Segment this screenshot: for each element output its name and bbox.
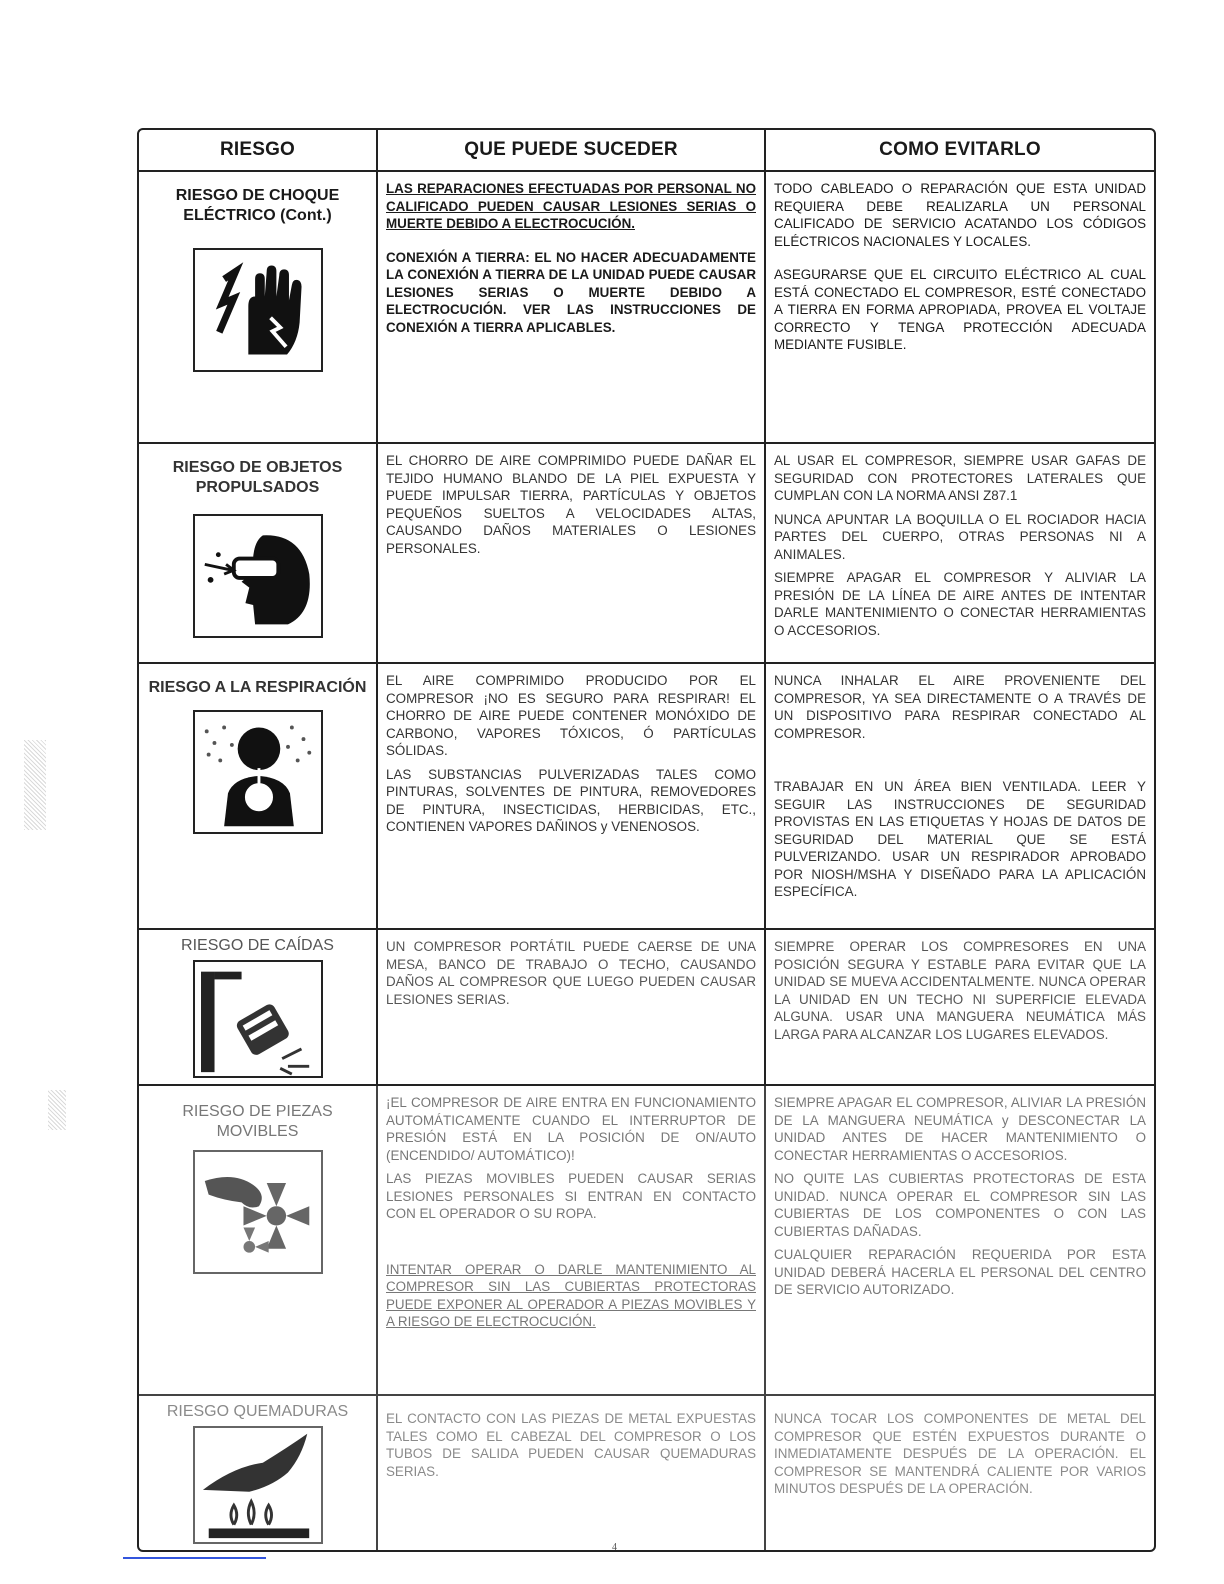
suceder-text: EL CHORRO DE AIRE COMPRIMIDO PUEDE DAÑAR EL TEJIDO HUMANO BLANDO DE LA PIEL EXPUESTA Y PUEDE IMPULSAR TIERRA, PARTÍCULAS Y OBJETOS PEQUEÑOS SUELTOS A VELOCIDADES ALTAS, CAUSANDO DAÑOS MATERIALES O LESIONES PERSONALES. [386, 453, 756, 556]
evitarlo-text: CUALQUIER REPARACIÓN REQUERIDA POR ESTA UNIDAD DEBERÁ HACERLA EL PERSONAL DEL CENTRO DE SERVICIO AUTORIZADO. [774, 1247, 1146, 1297]
risk-title: RIESGO DE OBJETOS PROPULSADOS [172, 459, 343, 496]
header-riesgo: RIESGO [139, 130, 377, 171]
header-que-puede-suceder: QUE PUEDE SUCEDER [377, 130, 765, 171]
moving-parts-icon [193, 1150, 323, 1274]
respiratory-hazard-icon [193, 710, 323, 834]
electric-shock-icon [193, 248, 323, 372]
evitarlo-text: NUNCA APUNTAR LA BOQUILLA O EL ROCIADOR HACIA PARTES DEL CUERPO, OTRAS PERSONAS NI A ANIMALES. [774, 511, 1146, 562]
safety-hazard-table [139, 130, 1154, 1550]
suceder-text: INTENTAR OPERAR O DARLE MANTENIMIENTO AL COMPRESOR SIN LAS CUBIERTAS PROTECTORAS PUEDE EXPONER AL OPERADOR A PIEZAS MOVIBLES Y A RIESGO DE ELECTROCUCIÓN. [386, 1261, 756, 1329]
risk-cell [139, 1395, 377, 1550]
footer-link-underline[interactable] [123, 1557, 266, 1559]
scan-smudge [48, 1090, 66, 1130]
evitarlo-text: TRABAJAR EN UN ÁREA BIEN VENTILADA. LEER Y SEGUIR LAS INSTRUCCIONES DE SEGURIDAD PROVISTAS EN LAS ETIQUETAS Y HOJAS DE DATOS DE SEGURIDAD DEL MATERIAL QUE SE ESTÁ PULVERIZANDO. USAR UN RESPIRADOR APROBADO POR NIOSH/MSHA Y DISEÑADO PARA LA APLICACIÓN ESPECÍFICA. [774, 779, 1146, 899]
evitarlo-text: SIEMPRE APAGAR EL COMPRESOR, ALIVIAR LA PRESIÓN DE LA MANGUERA NEUMÁTICA y DESCONECTAR LA UNIDAD ANTES DE HACER MANTENIMIENTO O CONECTAR HERRAMIENTAS O ACCESORIOS. [774, 1095, 1146, 1163]
evitarlo-cell [765, 171, 1154, 443]
evitarlo-text: SIEMPRE APAGAR EL COMPRESOR Y ALIVIAR LA PRESIÓN DE LA LÍNEA DE AIRE ANTES DE INTENTAR DARLE MANTENIMIENTO O CONECTAR HERRAMIENTAS O ACCESORIOS. [774, 570, 1146, 638]
suceder-text: LAS REPARACIONES EFECTUADAS POR PERSONAL NO CALIFICADO PUEDEN CAUSAR LESIONES SERIAS O MUERTE DEBIDO A ELECTROCUCIÓN. [386, 181, 756, 231]
evitarlo-cell [765, 443, 1154, 663]
suceder-text: ¡EL COMPRESOR DE AIRE ENTRA EN FUNCIONAMIENTO AUTOMÁTICAMENTE CUANDO EL INTERRUPTOR DE PRESIÓN ESTÁ EN LA POSICIÓN DE ON/AUTO (ENCENDIDO/ AUTOMÁTICO)! [386, 1095, 756, 1163]
suceder-cell [377, 1085, 765, 1395]
suceder-text: LAS SUBSTANCIAS PULVERIZADAS TALES COMO PINTURAS, SOLVENTES DE PINTURA, REMOVEDORES DE PINTURA, INSECTICIDAS, HERBICIDAS, ETC., CONTIENEN VAPORES DAÑINOS y VENENOSOS. [386, 766, 756, 834]
table-row [139, 929, 1154, 1085]
suceder-cell [377, 929, 765, 1085]
risk-cell [139, 443, 377, 663]
table-row [139, 1395, 1154, 1550]
evitarlo-text: ASEGURARSE QUE EL CIRCUITO ELÉCTRICO AL CUAL ESTÁ CONECTADO EL COMPRESOR, ESTÉ CONECTADO A TIERRA EN FORMA APROPIADA, PROVEA EL VOLTAJE CORRECTO Y TENGA PROTECCIÓN ADECUADA MEDIANTE FUSIBLE. [774, 267, 1146, 352]
evitarlo-text: NUNCA TOCAR LOS COMPONENTES DE METAL DEL COMPRESOR QUE ESTÉN EXPUESTOS DURANTE O INMEDIATAMENTE DESPUÉS DE LA OPERACIÓN. EL COMPRESOR SE MANTENDRÁ CALIENTE POR VARIOS MINUTOS DESPUÉS DE LA OPERACIÓN. [774, 1411, 1146, 1496]
risk-cell [139, 663, 377, 929]
evitarlo-cell [765, 1085, 1154, 1395]
eye-protection-icon [193, 514, 323, 638]
evitarlo-text: TODO CABLEADO O REPARACIÓN QUE ESTA UNIDAD REQUIERA DEBE REALIZARLA UN PERSONAL CALIFICADO DE SERVICIO ACATANDO LOS CÓDIGOS ELÉCTRICOS NACIONALES Y LOCALES. [774, 181, 1146, 249]
table-row [139, 171, 1154, 443]
evitarlo-text: NO QUITE LAS CUBIERTAS PROTECTORAS DE ESTA UNIDAD. NUNCA OPERAR EL COMPRESOR SIN LAS CUBIERTAS DE LOS COMPONENTES O CON LAS CUBIERTAS DAÑADAS. [774, 1171, 1146, 1239]
suceder-text: EL AIRE COMPRIMIDO PRODUCIDO POR EL COMPRESOR ¡NO ES SEGURO PARA RESPIRAR! EL CHORRO DE AIRE PUEDE CONTENER MONÓXIDO DE CARBONO, VAPORES TÓXICOS, Ó PARTÍCULAS SÓLIDAS. [386, 673, 756, 758]
risk-title: RIESGO DE PIEZAS MOVIBLES [182, 1103, 333, 1140]
header-como-evitarlo: COMO EVITARLO [765, 130, 1154, 171]
evitarlo-text: SIEMPRE OPERAR LOS COMPRESORES EN UNA POSICIÓN SEGURA Y ESTABLE PARA EVITAR QUE LA UNIDAD SE MUEVA ACCIDENTALMENTE. NUNCA OPERAR LA UNIDAD EN UN TECHO NI SUPERFICIE ELEVADA ALGUNA. USAR UNA MANGUERA NEUMÁTICA MÁS LARGA PARA ALCANZAR LOS LUGARES ELEVADOS. [774, 939, 1146, 1042]
risk-cell [139, 171, 377, 443]
suceder-cell [377, 1395, 765, 1550]
suceder-cell [377, 443, 765, 663]
risk-cell [139, 929, 377, 1085]
suceder-cell [377, 171, 765, 443]
safety-table-frame [137, 128, 1156, 1552]
evitarlo-cell [765, 929, 1154, 1085]
suceder-text: LAS PIEZAS MOVIBLES PUEDEN CAUSAR SERIAS LESIONES PERSONALES SI ENTRAN EN CONTACTO CON EL OPERADOR O SU ROPA. [386, 1171, 756, 1221]
table-row [139, 1085, 1154, 1395]
suceder-text: UN COMPRESOR PORTÁTIL PUEDE CAERSE DE UNA MESA, BANCO DE TRABAJO O TECHO, CAUSANDO DAÑOS AL COMPRESOR QUE LUEGO PUEDEN CAUSAR LESIONES SERIAS. [386, 939, 756, 1007]
evitarlo-cell [765, 1395, 1154, 1550]
page-number: 4 [612, 1542, 617, 1553]
suceder-cell [377, 663, 765, 929]
risk-title: RIESGO A LA RESPIRACIÓN [148, 679, 367, 696]
scan-smudge [24, 740, 46, 830]
table-row [139, 663, 1154, 929]
table-header-row [139, 130, 1154, 171]
table-row [139, 443, 1154, 663]
risk-title: RIESGO DE CAÍDAS [181, 937, 334, 954]
risk-cell [139, 1085, 377, 1395]
evitarlo-text: AL USAR EL COMPRESOR, SIEMPRE USAR GAFAS DE SEGURIDAD CON PROTECTORES LATERALES QUE CUMPLAN CON LA NORMA ANSI Z87.1 [774, 453, 1146, 503]
suceder-text: EL CONTACTO CON LAS PIEZAS DE METAL EXPUESTAS TALES COMO EL CABEZAL DEL COMPRESOR O LOS TUBOS DE SALIDA PUEDEN CAUSAR QUEMADURAS SERIAS. [386, 1411, 756, 1479]
suceder-text: CONEXIÓN A TIERRA: EL NO HACER ADECUADAMENTE LA CONEXIÓN A TIERRA DE LA UNIDAD PUEDE CAUSAR LESIONES SERIAS O MUERTE DEBIDO A ELECTROCUCIÓN. VER LAS INSTRUCCIONES DE CONEXIÓN A TIERRA APLICABLES. [386, 249, 756, 335]
risk-title: RIESGO QUEMADURAS [166, 1403, 349, 1420]
falling-compressor-icon [193, 960, 323, 1078]
risk-title: RIESGO DE CHOQUE ELÉCTRICO (Cont.) [175, 187, 340, 224]
evitarlo-cell [765, 663, 1154, 929]
hot-surface-icon [193, 1426, 323, 1544]
evitarlo-text: NUNCA INHALAR EL AIRE PROVENIENTE DEL COMPRESOR, YA SEA DIRECTAMENTE O A TRAVÉS DE UN DISPOSITIVO PARA RESPIRAR CONECTADO AL COMPRESOR. [774, 673, 1146, 741]
